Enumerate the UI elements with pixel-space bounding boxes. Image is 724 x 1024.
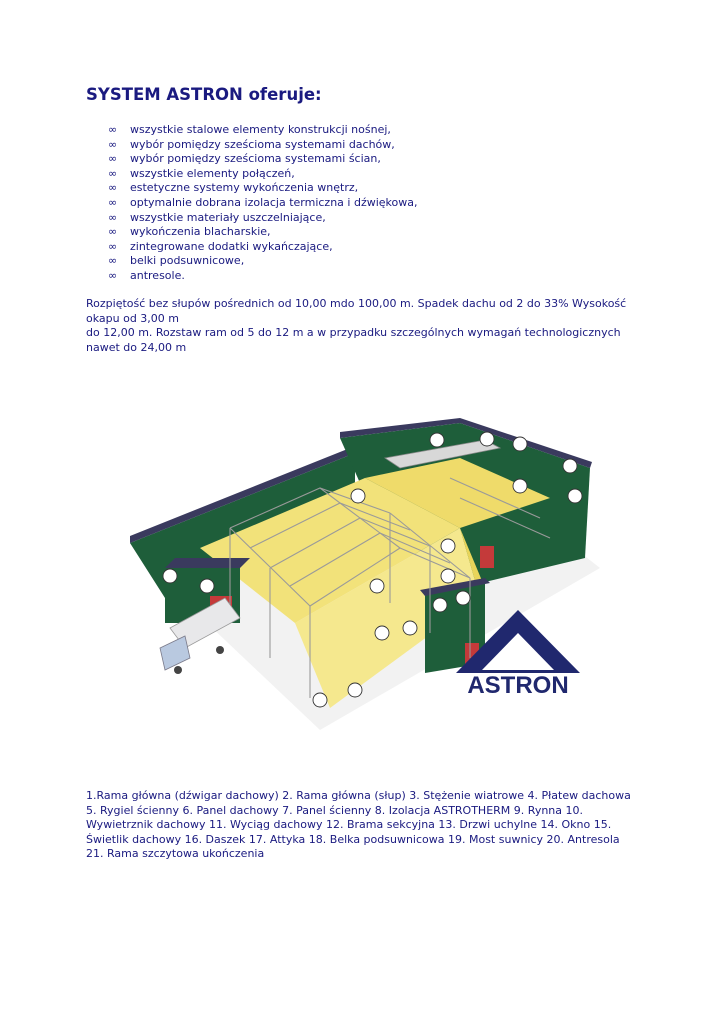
infinity-bullet-icon: ∞ — [108, 268, 118, 282]
spec-line: nawet do 24,00 m — [86, 340, 187, 354]
infinity-bullet-icon: ∞ — [108, 195, 118, 209]
list-item — [108, 225, 418, 240]
feature-text: optymalnie dobrana izolacja termiczna i dźwiękowa, — [130, 195, 418, 209]
list-item — [108, 269, 418, 284]
spec-line: okapu od 3,00 m — [86, 311, 180, 325]
page-title: SYSTEM ASTRON oferuje: — [86, 85, 322, 104]
infinity-bullet-icon: ∞ — [108, 152, 118, 166]
feature-text: wszystkie materiały uszczelniające, — [130, 210, 326, 224]
list-item — [108, 152, 418, 167]
legend-line: 21. Rama szczytowa ukończenia — [86, 847, 265, 860]
list-item — [108, 138, 418, 153]
list-item — [108, 211, 418, 226]
spec-line: do 12,00 m. Rozstaw ram od 5 do 12 m a w przypadku szczególnych wymagań technologicznych — [86, 326, 621, 339]
feature-text: wszystkie stalowe elementy konstrukcji nośnej, — [130, 123, 391, 136]
infinity-bullet-icon: ∞ — [108, 225, 118, 239]
list-item — [108, 196, 418, 211]
building-cutaway-illustration — [130, 418, 600, 730]
list-item — [108, 254, 418, 269]
feature-text: zintegrowane dodatki wykańczające, — [130, 239, 333, 253]
component-legend — [86, 789, 661, 862]
legend-line: 5. Rygiel ścienny 6. Panel dachowy 7. Panel ścienny 8. Izolacja ASTROTHERM 9. Rynna 10. — [86, 803, 584, 817]
legend-line: Wywietrznik dachowy 11. Wyciąg dachowy 12. Brama sekcyjna 13. Drzwi uchylne 14. Okno 15. — [86, 818, 612, 831]
infinity-bullet-icon: ∞ — [108, 166, 118, 180]
list-item — [108, 181, 418, 196]
feature-text: wybór pomiędzy sześcioma systemami dachów, — [130, 137, 395, 151]
list-item — [108, 167, 418, 182]
spec-line: Rozpiętość bez słupów pośrednich od 10,00 mdo 100,00 m. Spadek dachu od 2 do 33% Wysokość — [86, 297, 627, 310]
feature-text: wszystkie elementy połączeń, — [130, 166, 295, 180]
infinity-bullet-icon: ∞ — [108, 181, 118, 195]
feature-text: estetyczne systemy wykończenia wnętrz, — [130, 181, 359, 195]
features-list — [108, 123, 418, 284]
list-item — [108, 123, 418, 138]
infinity-bullet-icon: ∞ — [108, 137, 118, 151]
specification-paragraph — [86, 297, 666, 355]
infinity-bullet-icon: ∞ — [108, 210, 118, 224]
feature-text: wybór pomiędzy sześcioma systemami ścian, — [130, 152, 381, 166]
list-item — [108, 240, 418, 255]
svg-text:ASTRON: ASTRON — [467, 672, 569, 699]
infinity-bullet-icon: ∞ — [108, 239, 118, 253]
legend-line: 1.Rama główna (dźwigar dachowy) 2. Rama główna (słup) 3. Stężenie wiatrowe 4. Płatew dachowa — [86, 789, 631, 802]
feature-text: wykończenia blacharskie, — [130, 225, 271, 239]
feature-text: belki podsuwnicowe, — [130, 254, 245, 268]
feature-text: antresole. — [130, 268, 185, 282]
infinity-bullet-icon: ∞ — [108, 123, 118, 136]
infinity-bullet-icon: ∞ — [108, 254, 118, 268]
legend-line: Świetlik dachowy 16. Daszek 17. Attyka 18. Belka podsuwnicowa 19. Most suwnicy 20. Antresola — [86, 832, 620, 846]
